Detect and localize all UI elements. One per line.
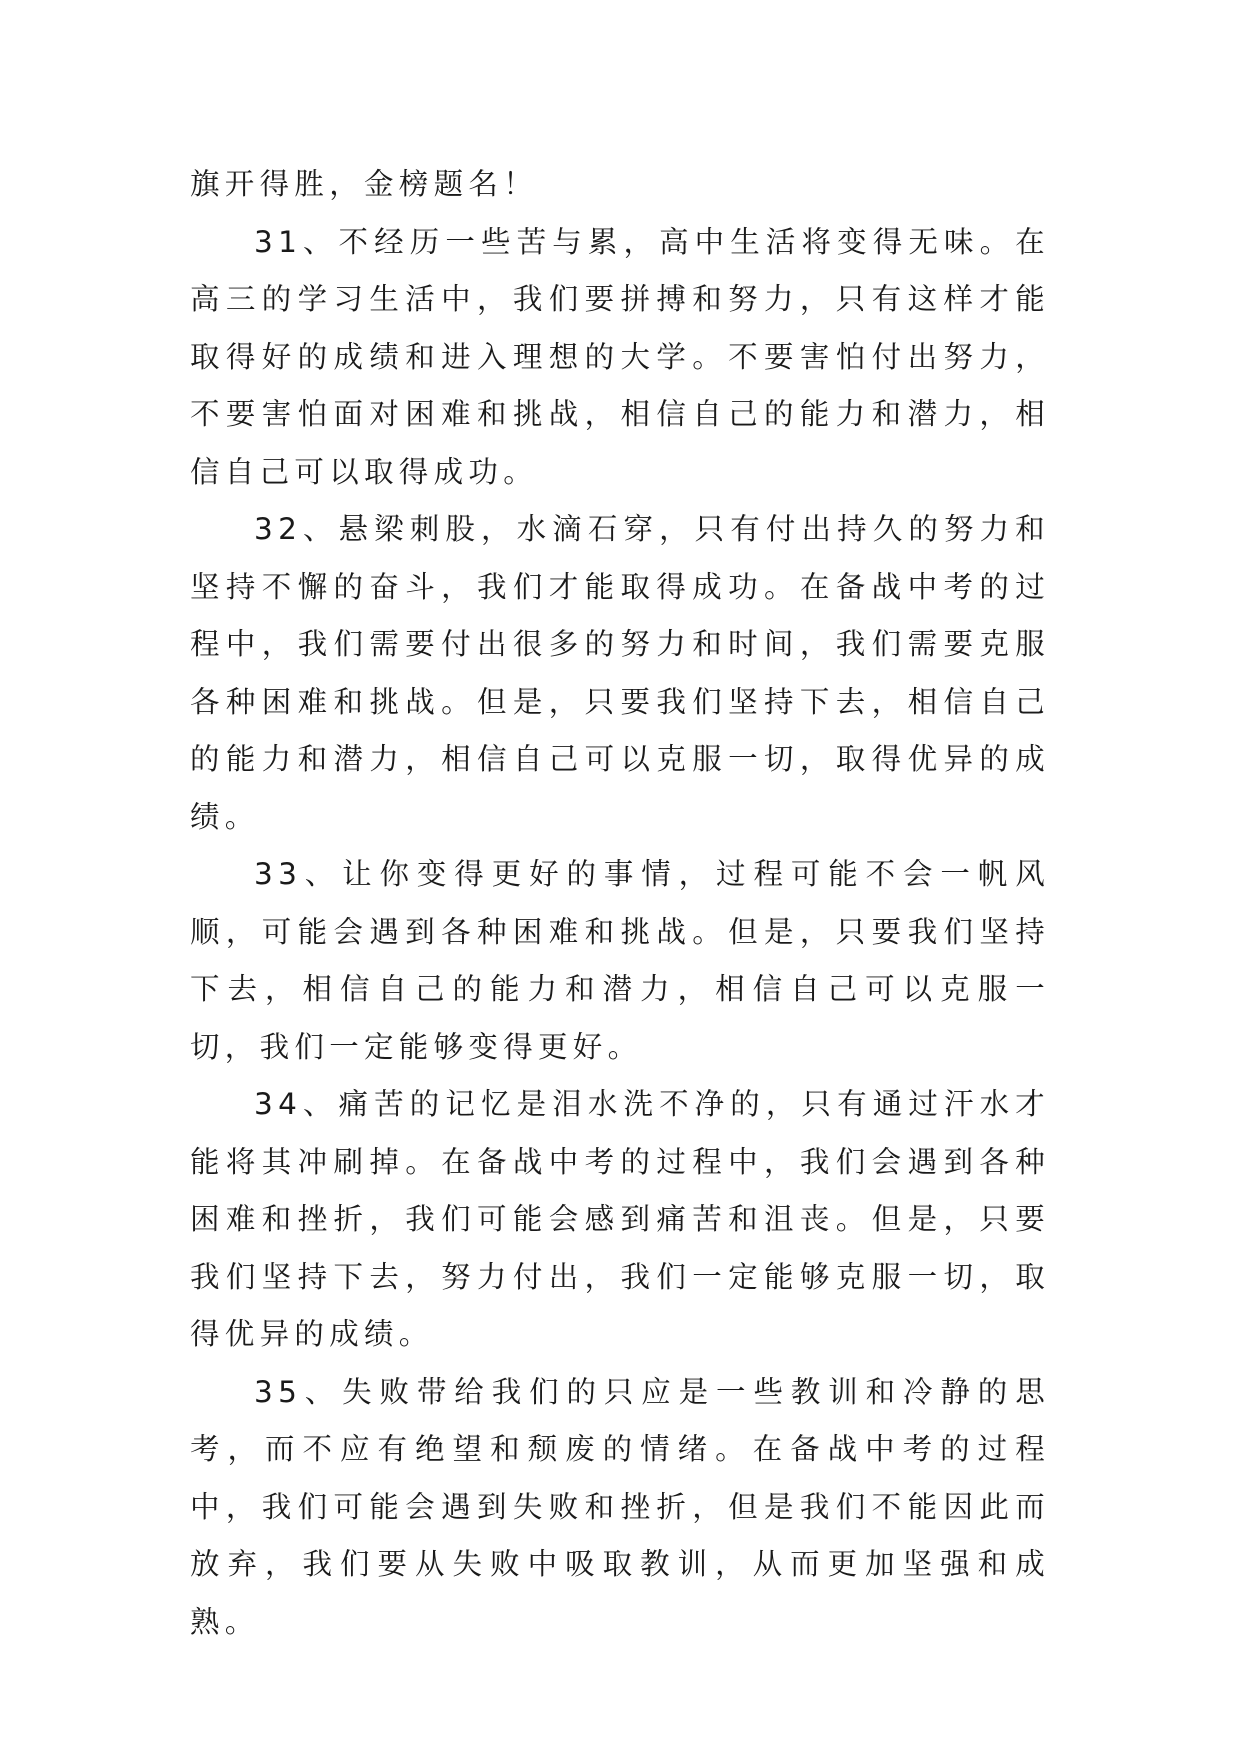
- paragraph-continuation: 旗开得胜，金榜题名！: [190, 167, 539, 201]
- paragraph-33: 33、让你变得更好的事情，过程可能不会一帆风顺，可能会遇到各种困难和挑战。但是，只要我们坚持下去，相信自己的能力和潜力，相信自己可以克服一切，我们一定能够变得更好。: [190, 857, 1050, 1064]
- document-body: [190, 156, 1050, 1651]
- paragraph-34: 34、痛苦的记忆是泪水洗不净的，只有通过汗水才能将其冲刷掉。在备战中考的过程中，我们会遇到各种困难和挫折，我们可能会感到痛苦和沮丧。但是，只要我们坚持下去，努力付出，我们一定能够克服一切，取得优异的成绩。: [190, 1087, 1050, 1351]
- paragraph-32: 32、悬梁刺股，水滴石穿，只有付出持久的努力和坚持不懈的奋斗，我们才能取得成功。在备战中考的过程中，我们需要付出很多的努力和时间，我们需要克服各种困难和挑战。但是，只要我们坚持下去，相信自己的能力和潜力，相信自己可以克服一切，取得优异的成绩。: [190, 512, 1050, 834]
- paragraph-35: 35、失败带给我们的只应是一些教训和冷静的思考，而不应有绝望和颓废的情绪。在备战中考的过程中，我们可能会遇到失败和挫折，但是我们不能因此而放弃，我们要从失败中吸取教训，从而更加坚强和成熟。: [190, 1374, 1050, 1639]
- paragraph-31: 31、不经历一些苦与累，高中生活将变得无味。在高三的学习生活中，我们要拼搏和努力，只有这样才能取得好的成绩和进入理想的大学。不要害怕付出努力，不要害怕面对困难和挑战，相信自己的能力和潜力，相信自己可以取得成功。: [190, 224, 1050, 489]
